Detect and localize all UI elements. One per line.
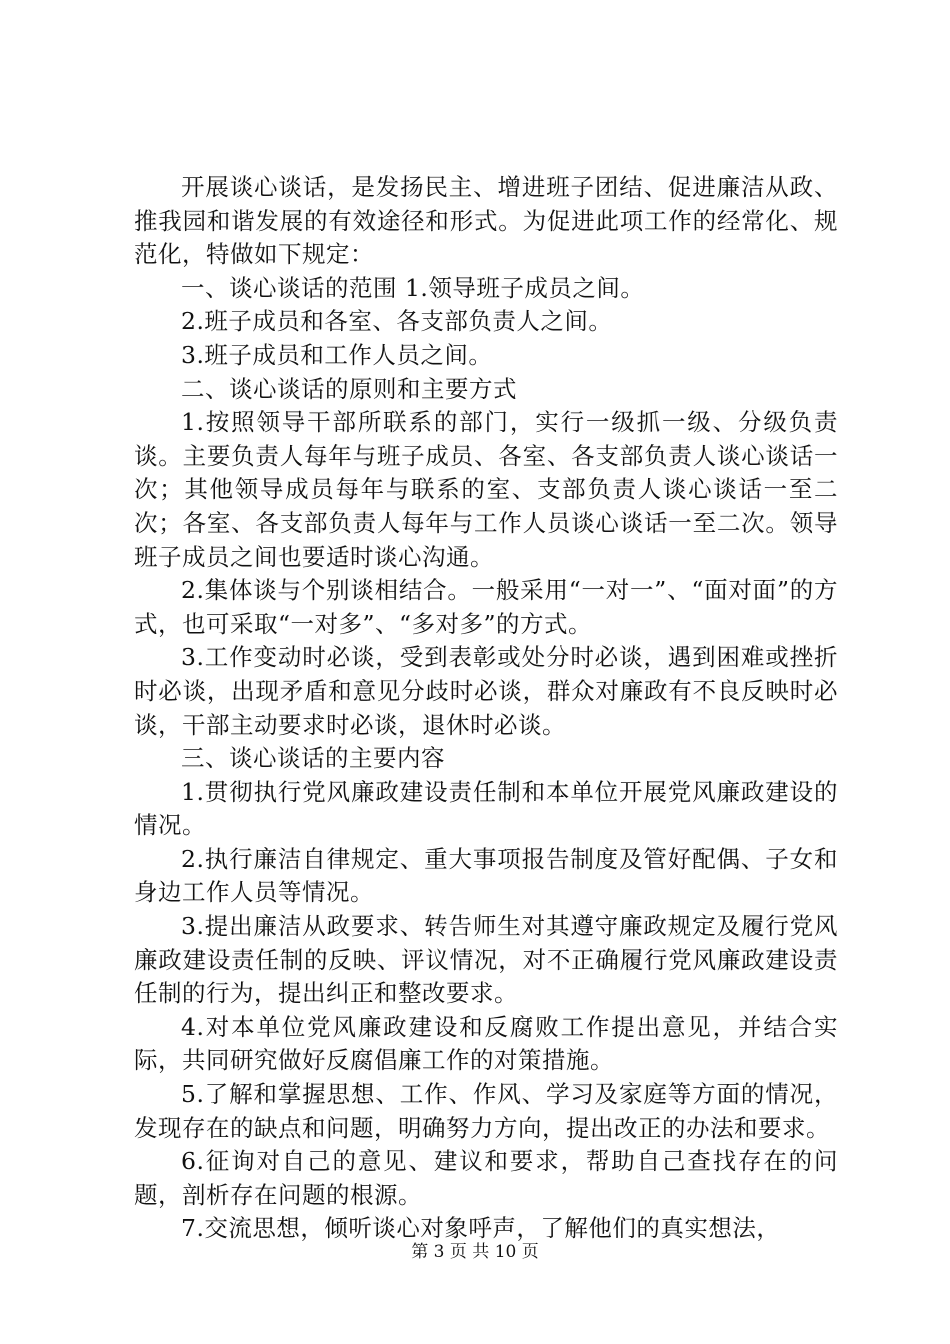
paragraph-principle-3: 3.工作变动时必谈，受到表彰或处分时必谈，遇到困难或挫折时必谈，出现矛盾和意见分歧时必谈，群众对廉政有不良反映时必谈，干部主动要求时必谈，退休时必谈。 bbox=[134, 643, 838, 739]
paragraph-content-6: 6.征询对自己的意见、建议和要求，帮助自己查找存在的问题，剖析存在问题的根源。 bbox=[134, 1147, 838, 1209]
section-heading-content: 三、谈心谈话的主要内容 bbox=[181, 744, 445, 773]
paragraph-content-2: 2.执行廉洁自律规定、重大事项报告制度及管好配偶、子女和身边工作人员等情况。 bbox=[134, 844, 838, 907]
paragraph-content-1: 1.贯彻执行党风廉政建设责任制和本单位开展党风廉政建设的情况。 bbox=[134, 777, 838, 840]
paragraph-content-4: 4.对本单位党风廉政建设和反腐败工作提出意见，并结合实际，共同研究做好反腐倡廉工作的对策措施。 bbox=[134, 1012, 838, 1075]
section-heading-principles: 二、谈心谈话的原则和主要方式 bbox=[181, 374, 517, 403]
document-body bbox=[134, 171, 838, 1246]
paragraph-intro: 开展谈心谈话，是发扬民主、增进班子团结、促进廉洁从政、推我园和谐发展的有效途径和形式。为促进此项工作的经常化、规范化，特做如下规定： bbox=[134, 173, 838, 269]
section-heading-scope: 一、谈心谈话的范围 1.领导班子成员之间。 bbox=[181, 273, 645, 302]
paragraph-principle-1: 1.按照领导干部所联系的部门，实行一级抓一级、分级负责谈。主要负责人每年与班子成员、各室、各支部负责人谈心谈话一次；其他领导成员每年与联系的室、支部负责人谈心谈话一至二次；各室、各支部负责人每年与工作人员谈心谈话一至二次。领导班子成员之间也要适时谈心沟通。 bbox=[134, 408, 838, 571]
page-footer: 第 3 页 共 10 页 bbox=[411, 1242, 539, 1262]
paragraph-content-7: 7.交流思想，倾听谈心对象呼声，了解他们的真实想法， bbox=[181, 1214, 781, 1243]
paragraph-scope-2: 2.班子成员和各室、各支部负责人之间。 bbox=[181, 307, 613, 336]
paragraph-scope-3: 3.班子成员和工作人员之间。 bbox=[181, 340, 493, 369]
paragraph-content-3: 3.提出廉洁从政要求、转告师生对其遵守廉政规定及履行党风廉政建设责任制的反映、评议情况，对不正确履行党风廉政建设责任制的行为，提出纠正和整改要求。 bbox=[134, 912, 838, 1008]
paragraph-principle-2: 2.集体谈与个别谈相结合。一般采用“一对一”、“面对面”的方式，也可采取“一对多”、“多对多”的方式。 bbox=[134, 576, 838, 638]
paragraph-content-5: 5.了解和掌握思想、工作、作风、学习及家庭等方面的情况，发现存在的缺点和问题，明确努力方向，提出改正的办法和要求。 bbox=[134, 1080, 838, 1142]
